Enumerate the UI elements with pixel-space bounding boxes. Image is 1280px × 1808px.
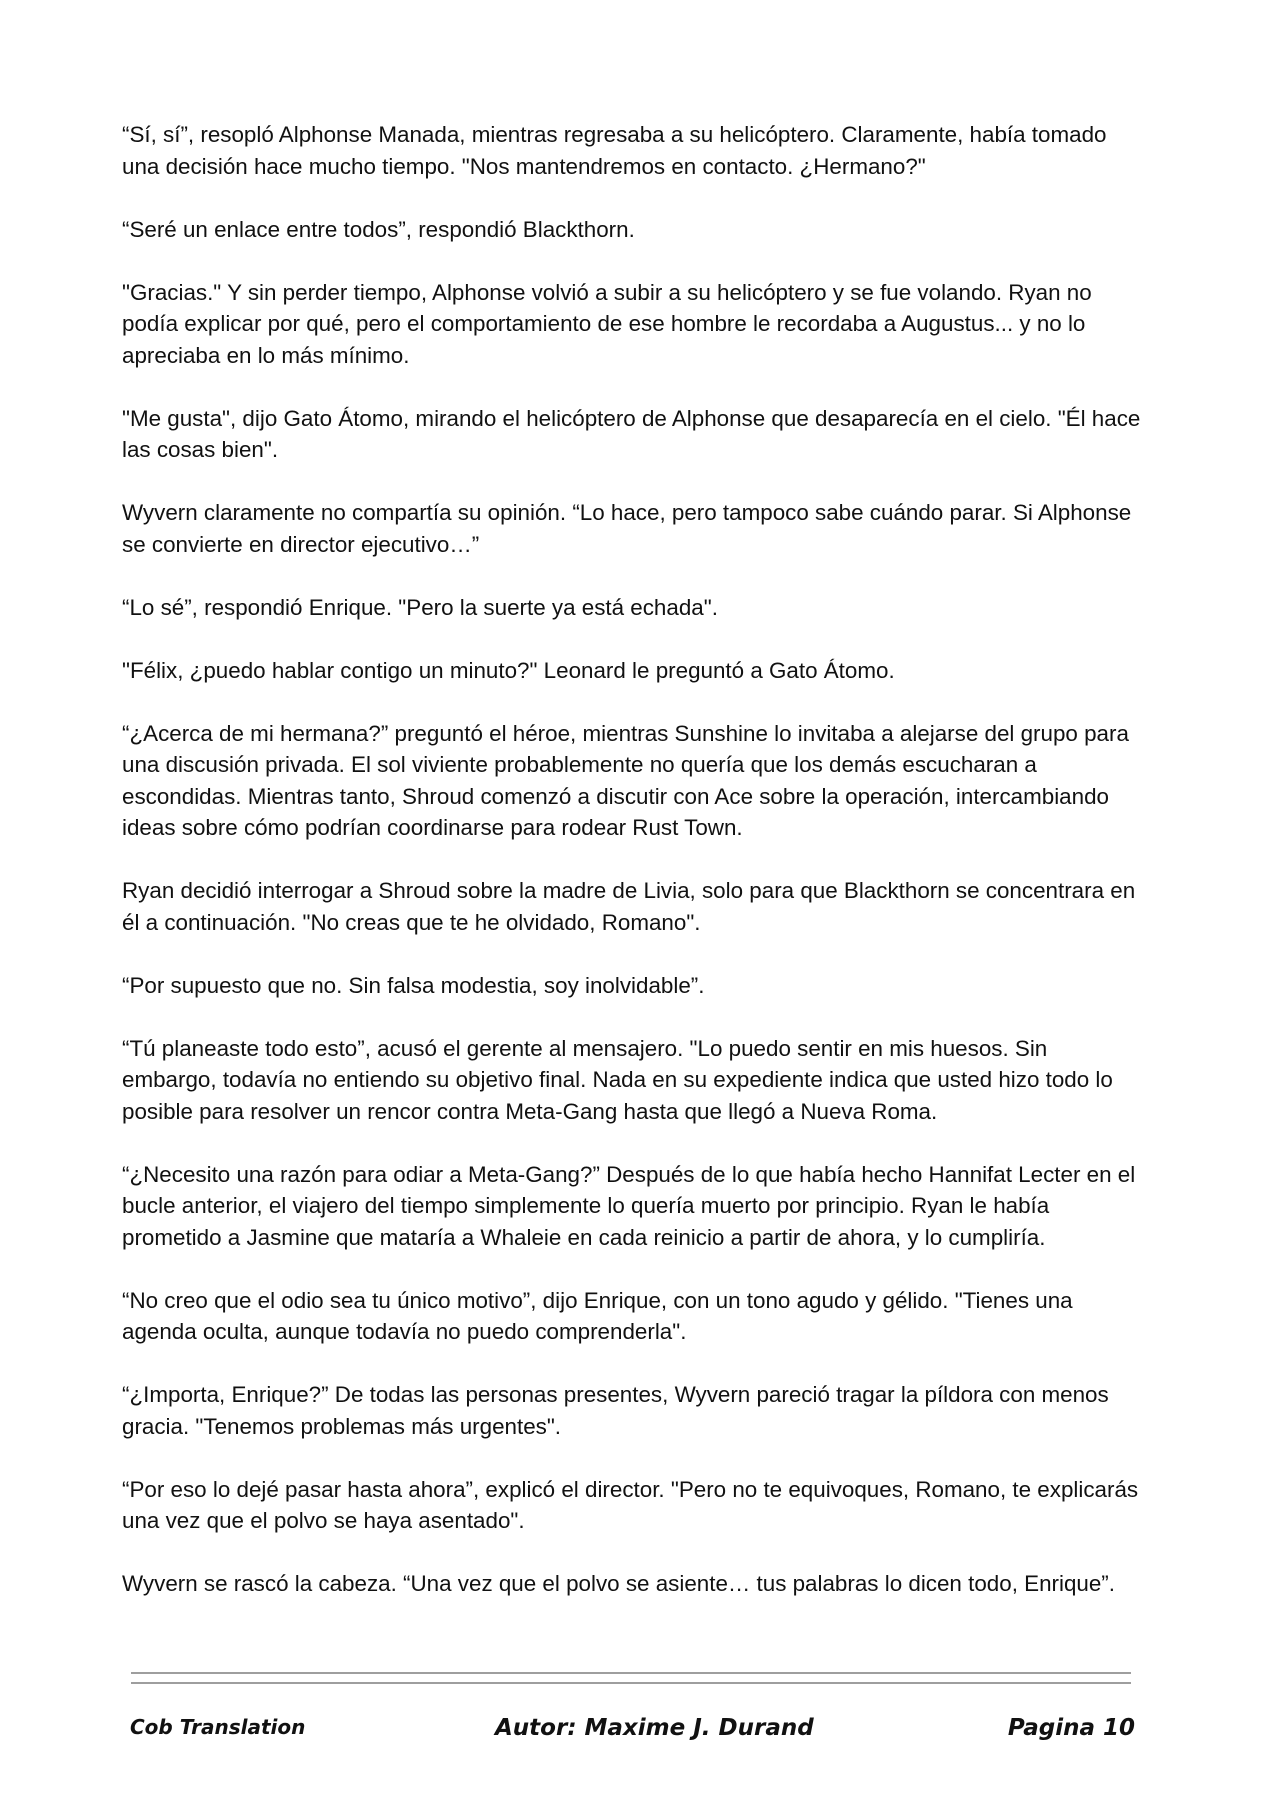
paragraph: “Seré un enlace entre todos”, respondió Blackthorn. xyxy=(122,216,635,242)
paragraph: “¿Acerca de mi hermana?” preguntó el héroe, mientras Sunshine lo invitaba a alejarse del grupo para una discusión privada. El sol viviente probablemente no quería que los demás escucharan a escondidas. Mientras tanto, Shroud comenzó a discutir con Ace sobre la operación, intercambiando ideas sobre cómo podrían coordinarse para rodear Rust Town. xyxy=(122,720,1129,840)
footer-divider-bottom xyxy=(131,1682,1131,1684)
paragraph: “Tú planeaste todo esto”, acusó el gerente al mensajero. "Lo puedo sentir en mis huesos. Sin embargo, todavía no entiendo su objetivo final. Nada en su expediente indica que usted hizo todo lo posible para resolver un rencor contra Meta-Gang hasta que llegó a Nueva Roma. xyxy=(122,1035,1113,1124)
paragraph: “Sí, sí”, resopló Alphonse Manada, mientras regresaba a su helicóptero. Claramente, había tomado una decisión hace mucho tiempo. "Nos mantendremos en contacto. ¿Hermano?" xyxy=(122,122,1107,179)
paragraph: Ryan decidió interrogar a Shroud sobre la madre de Livia, solo para que Blackthorn se concentrara en él a continuación. "No creas que te he olvidado, Romano". xyxy=(122,878,1136,935)
paragraph: “¿Necesito una razón para odiar a Meta-Gang?” Después de lo que había hecho Hannifat Lecter en el bucle anterior, el viajero del tiempo simplemente lo quería muerto por principio. Ryan le había prometido a Jasmine que mataría a Whaleie en cada reinicio a partir de ahora, y lo cumpliría. xyxy=(122,1161,1136,1250)
paragraph: “Por supuesto que no. Sin falsa modestia, soy inolvidable”. xyxy=(122,972,705,998)
paragraph: “Lo sé”, respondió Enrique. "Pero la suerte ya está echada". xyxy=(122,594,718,620)
paragraph: "Félix, ¿puedo hablar contigo un minuto?" Leonard le preguntó a Gato Átomo. xyxy=(122,657,895,683)
paragraph: "Me gusta", dijo Gato Átomo, mirando el helicóptero de Alphonse que desaparecía en el cielo. "Él hace las cosas bien". xyxy=(122,405,1141,462)
paragraph: “Por eso lo dejé pasar hasta ahora”, explicó el director. "Pero no te equivoques, Romano, te explicarás una vez que el polvo se haya asentado". xyxy=(122,1476,1139,1533)
paragraph: Wyvern se rascó la cabeza. “Una vez que el polvo se asiente… tus palabras lo dicen todo, Enrique”. xyxy=(122,1571,1115,1596)
paragraph: Wyvern claramente no compartía su opinión. “Lo hace, pero tampoco sabe cuándo parar. Si Alphonse se convierte en director ejecutivo…” xyxy=(122,500,1132,557)
footer-translator: Cob Translation xyxy=(130,1715,306,1739)
footer-author: Autor: Maxime J. Durand xyxy=(495,1715,814,1741)
paragraph: “No creo que el odio sea tu único motivo”, dijo Enrique, con un tono agudo y gélido. "Tienes una agenda oculta, aunque todavía no puedo comprenderla". xyxy=(122,1287,1073,1344)
footer-divider-top xyxy=(131,1672,1131,1674)
page-body xyxy=(122,119,1142,1631)
footer-page-number: Pagina 10 xyxy=(1007,1715,1135,1741)
paragraph: "Gracias." Y sin perder tiempo, Alphonse volvió a subir a su helicóptero y se fue volando. Ryan no podía explicar por qué, pero el comportamiento de ese hombre le recordaba a Augustus... y no lo apreciaba en lo más mínimo. xyxy=(122,279,1092,368)
paragraph: “¿Importa, Enrique?” De todas las personas presentes, Wyvern pareció tragar la píldora con menos gracia. "Tenemos problemas más urgentes". xyxy=(122,1382,1109,1439)
page-footer xyxy=(0,1715,1280,1747)
